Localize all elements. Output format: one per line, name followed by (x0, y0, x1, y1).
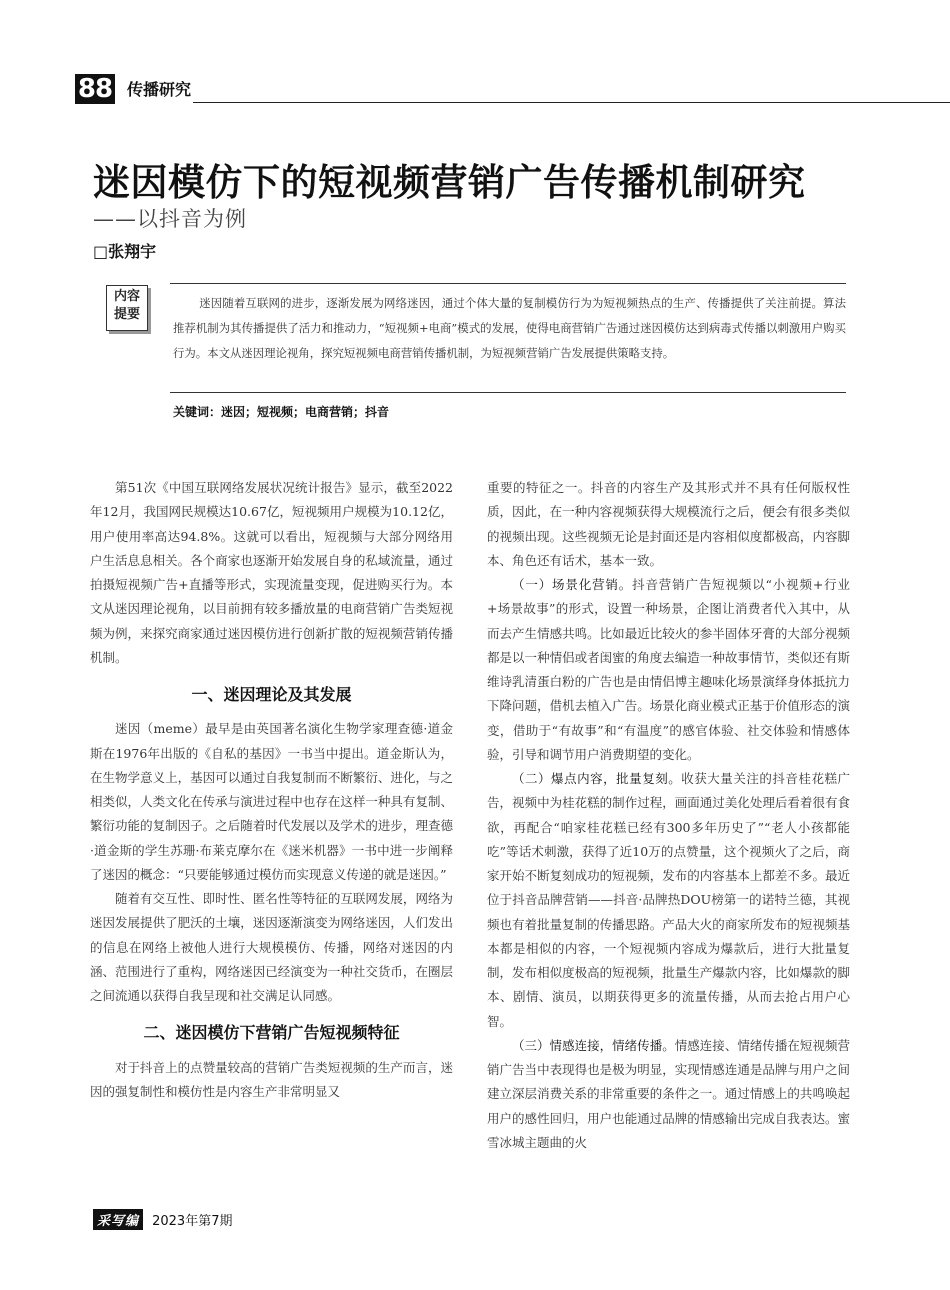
section-heading-2: 二、迷因模仿下营销广告短视频特征 (143, 1023, 400, 1043)
keywords: 关键词：迷因；短视频；电商营销；抖音 (173, 405, 390, 419)
paragraph: 第51次《中国互联网络发展状况统计报告》显示，截至2022年12月，我国网民规模达10.67亿，短视频用户规模为10.12亿，用户使用率高达94.8%。这就可以看出，短视频与大部分网络用户生活息息相关。各个商家也逐渐开始发展自身的私域流量，通过拍摄短视频广告+直播等形式，实现流量变现，促进购买行为。本文从迷因理论视角，以目前拥有较多播放量的电商营销广告类短视频为例，来探究商家通过迷因模仿进行创新扩散的短视频营销传播机制。 (90, 480, 453, 665)
subsection-heading-3: （三）情感连接，情绪传播。 (512, 1037, 675, 1053)
magazine-logo: 采写编 (93, 1209, 143, 1230)
page-header (75, 74, 950, 104)
subsection-paragraph-3 (487, 1034, 850, 1155)
section-name: 传播研究 (127, 80, 192, 99)
paragraph: 重要的特征之一。抖音的内容生产及其形式并不具有任何版权性质，因此，在一种内容视频获得大规模流行之后，便会有很多类似的视频出现。这些视频无论是封面还是内容相似度都极高，内容脚本、角色还有话术，基本一致。 (487, 480, 850, 568)
subsection-text-3: 情感连接、情绪传播在短视频营销广告当中表现得也是极为明显，实现情感连通是品牌与用户之间建立深层消费关系的非常重要的条件之一。通过情感上的共鸣唤起用户的感性回归，用户也能通过品牌的情感输出完成自我表达。蜜雪冰城主题曲的火 (487, 1037, 850, 1150)
paragraph: 迷因（meme）最早是由英国著名演化生物学家理查德·道金斯在1976年出版的《自私的基因》一书当中提出。道金斯认为，在生物学意义上，基因可以通过自我复制而不断繁衍、进化，与之相类似，人类文化在传承与演进过程中也存在这样一种具有复制、繁衍功能的复制因子。之后随着时代发展以及学术的进步，理查德·道金斯的学生苏珊·布莱克摩尔在《迷米机器》一书中进一步阐释了迷因的概念：“只要能够通过模仿而实现意义传递的就是迷因。” (90, 721, 453, 882)
subsection-heading-1: （一）场景化营销。 (512, 577, 633, 592)
abstract-rule-top (170, 283, 846, 284)
abstract-label-line1: 内容 (113, 289, 140, 304)
subsection-text-1: 抖音营销广告短视频以“小视频+行业+场景故事”的形式，设置一种场景，企图让消费者代入其中，从而去产生情感共鸣。比如最近比较火的参半固体牙膏的大部分视频都是以一种情侣或者闺蜜的角度去编造一种故事情节，类似还有斯维诗乳清蛋白粉的广告也是由情侣博主趣味化场景演绎身体抵抗力下降问题，借机去植入广告。场景化商业模式正基于价值形态的演变，借助于“有故事”和“有温度”的感官体验、社交体验和情感体验，引导和调节用户消费期望的变化。 (487, 577, 850, 762)
abstract-rule-bottom (170, 392, 846, 393)
abstract-label (106, 285, 148, 331)
issue-label: 2023年第7期 (152, 1214, 233, 1229)
page-footer (93, 1209, 232, 1231)
paragraph: 随着有交互性、即时性、匿名性等特征的互联网发展，网络为迷因发展提供了肥沃的土壤，迷因逐渐演变为网络迷因，人们发出的信息在网络上被他人进行大规模模仿、传播，网络对迷因的内涵、范围进行了重构，网络迷因已经演变为一种社交货币，在圈层之间流通以获得自我呈现和社交满足认同感。 (90, 891, 453, 1003)
body-column-right (487, 476, 850, 1155)
subsection-text-2: 收获大量关注的抖音桂花糕广告，视频中为桂花糕的制作过程，画面通过美化处理后看着很有食欲，再配合“咱家桂花糕已经有300多年历史了”“老人小孩都能吃”等话术刺激，获得了近10万的点赞量，这个视频火了之后，商家开始不断复刻成功的短视频，发布的内容基本上都差不多。最近位于抖音品牌营销——抖音·品牌热DOU榜第一的诺特兰德，其视频也有着批量复制的传播思路。产品大火的商家所发布的短视频基本都是相似的内容，一个短视频内容成为爆款后，进行大批量复制，发布相似度极高的短视频，批量生产爆款内容，比如爆款的脚本、剧情、演员，以期获得更多的流量传播，从而去抢占用户心智。 (487, 771, 850, 1029)
article-subtitle: ——以抖音为例 (93, 207, 247, 231)
abstract-text: 迷因随着互联网的进步，逐渐发展为网络迷因，通过个体大量的复制模仿行为为短视频热点的生产、传播提供了关注前提。算法推荐机制为其传播提供了活力和推动力，“短视频+电商”模式的发展，使得电商营销广告通过迷因模仿达到病毒式传播以刺激用户购买行为。本文从迷因理论视角，探究短视频电商营销传播机制，为短视频营销广告发展提供策略支持。 (173, 296, 846, 360)
section-heading-1: 一、迷因理论及其发展 (191, 685, 352, 704)
subsection-paragraph-2 (487, 767, 850, 1034)
article-title: 迷因模仿下的短视频营销广告传播机制研究 (93, 160, 806, 204)
subsection-heading-2: （二）爆点内容，批量复刻。 (512, 771, 682, 786)
body-column-left (90, 476, 453, 1104)
header-rule (193, 102, 950, 103)
author: □张翔宇 (93, 242, 157, 261)
subsection-paragraph-1 (487, 573, 850, 767)
abstract-label-line2: 提要 (113, 307, 140, 322)
page-number: 88 (75, 74, 115, 104)
paragraph: 对于抖音上的点赞量较高的营销广告类短视频的生产而言，迷因的强复制性和模仿性是内容生产非常明显又 (90, 1059, 453, 1099)
